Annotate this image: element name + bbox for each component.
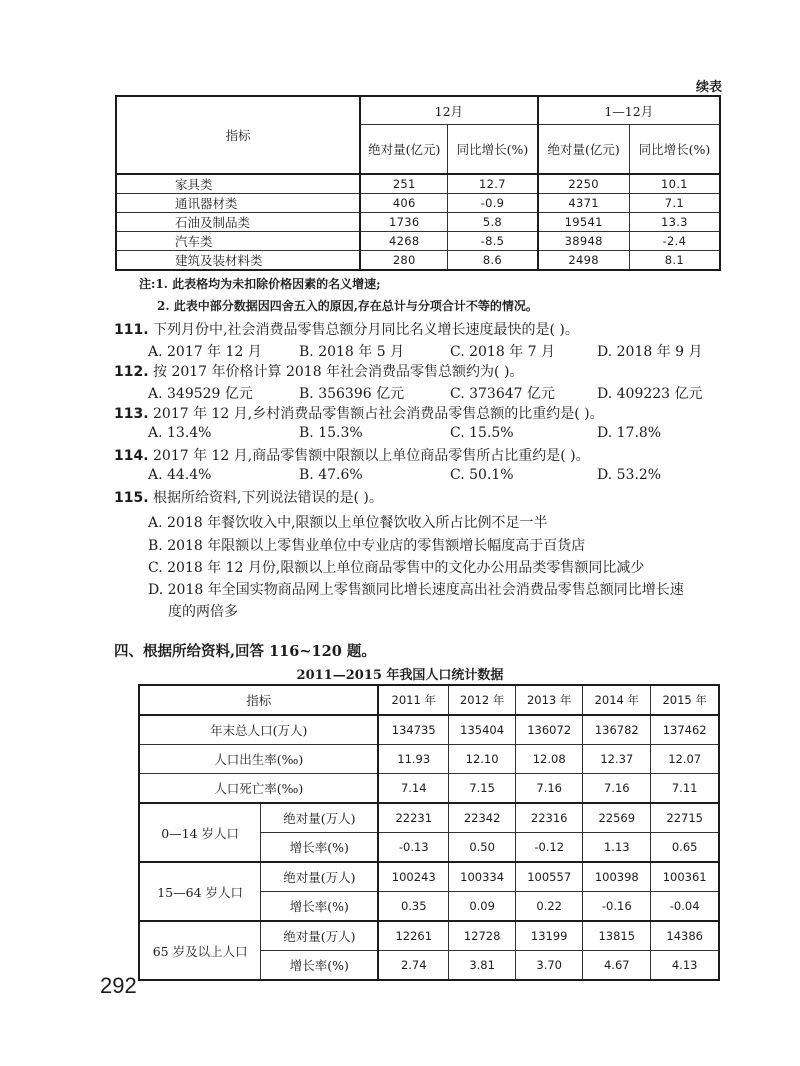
- dec-growth: 12.7: [448, 174, 538, 194]
- year-abs: 2498: [538, 251, 630, 271]
- cell-value: 0.09: [449, 892, 516, 922]
- cell-value: 3.81: [449, 951, 516, 981]
- cell-value: 100557: [516, 862, 583, 892]
- question-item: [114, 320, 579, 340]
- year-growth: -2.4: [629, 232, 720, 251]
- group-jan-dec-header: 1—12月: [538, 96, 720, 125]
- cell-value: 136782: [583, 715, 651, 745]
- category-name: 建筑及装材料类: [116, 251, 360, 271]
- question-item: [114, 446, 590, 466]
- category-name: 通讯器材类: [116, 194, 360, 213]
- answer-option: A. 2017 年 12 月: [148, 344, 262, 360]
- cell-value: 14386: [651, 921, 719, 951]
- cell-value: 22231: [378, 803, 448, 833]
- cell-value: 100398: [583, 862, 651, 892]
- cell-value: 13199: [516, 921, 583, 951]
- cell-value: 12.08: [516, 745, 583, 774]
- cell-value: 12.10: [449, 745, 516, 774]
- continued-label: 续表: [695, 80, 722, 95]
- sub-label: 增长率(%): [261, 951, 379, 981]
- year-header: 2011 年: [378, 685, 448, 715]
- cell-value: 22569: [583, 803, 651, 833]
- cell-value: 137462: [651, 715, 719, 745]
- note-2: 2. 此表中部分数据因四舍五入的原因,存在总计与分项合计不等的情况。: [157, 299, 538, 313]
- table-row: [139, 774, 719, 804]
- table-row: [139, 921, 719, 951]
- cell-value: 7.16: [516, 774, 583, 804]
- table-row: [139, 745, 719, 774]
- year-growth: 10.1: [629, 174, 720, 194]
- answer-option: A. 13.4%: [148, 425, 212, 441]
- group-label: 0—14 岁人口: [139, 803, 261, 862]
- option-115-c: C. 2018 年 12 月份,限额以上单位商品零售中的文化办公用品类零售额同比减少: [148, 560, 645, 576]
- answer-option: A. 349529 亿元: [148, 386, 253, 402]
- cell-value: -0.12: [516, 833, 583, 863]
- cell-value: 1.13: [583, 833, 651, 863]
- table-row: [116, 194, 720, 213]
- col-abs-dec: 绝对量(亿元): [360, 125, 448, 175]
- year-abs: 38948: [538, 232, 630, 251]
- cell-value: -0.16: [583, 892, 651, 922]
- cell-value: 7.14: [378, 774, 448, 804]
- table-row: [139, 715, 719, 745]
- question-number: 113.: [114, 406, 149, 422]
- cell-value: 11.93: [378, 745, 448, 774]
- answer-option: B. 15.3%: [299, 425, 363, 441]
- table-row: [116, 232, 720, 251]
- sub-label: 绝对量(万人): [261, 862, 379, 892]
- cell-value: 22316: [516, 803, 583, 833]
- year-header: 2015 年: [651, 685, 719, 715]
- question-115: [114, 488, 383, 508]
- year-growth: 7.1: [629, 194, 720, 213]
- cell-value: 22715: [651, 803, 719, 833]
- cell-value: 135404: [449, 715, 516, 745]
- row-label: 人口出生率(‰): [139, 745, 378, 774]
- group-december-header: 12月: [360, 96, 537, 125]
- retail-category-table: [115, 95, 721, 271]
- table-row: [116, 251, 720, 271]
- sub-label: 增长率(%): [261, 833, 379, 863]
- year-header: 2013 年: [516, 685, 583, 715]
- option-115-d: D. 2018 年全国实物商品网上零售额同比增长速度高出社会消费品零售总额同比增长速: [148, 582, 684, 598]
- page-number: 292: [100, 973, 137, 998]
- year-header: 2012 年: [449, 685, 516, 715]
- population-table: [138, 684, 720, 981]
- dec-growth: -0.9: [448, 194, 538, 213]
- year-abs: 4371: [538, 194, 630, 213]
- answer-option: B. 2018 年 5 月: [299, 344, 405, 360]
- cell-value: 12.37: [583, 745, 651, 774]
- table-row: [116, 213, 720, 232]
- dec-growth: 8.6: [448, 251, 538, 271]
- cell-value: 2.74: [378, 951, 448, 981]
- cell-value: 0.22: [516, 892, 583, 922]
- group-label: 15—64 岁人口: [139, 862, 261, 921]
- option-115-d-cont: 度的两倍多: [168, 604, 238, 620]
- cell-value: 100361: [651, 862, 719, 892]
- dec-abs: 1736: [360, 213, 448, 232]
- table-row: [116, 174, 720, 194]
- question-item: [114, 362, 523, 382]
- answer-option: A. 44.4%: [148, 467, 212, 483]
- cell-value: 7.16: [583, 774, 651, 804]
- cell-value: 7.11: [651, 774, 719, 804]
- sub-label: 增长率(%): [261, 892, 379, 922]
- cell-value: 100334: [449, 862, 516, 892]
- dec-abs: 280: [360, 251, 448, 271]
- answer-option: D. 17.8%: [597, 425, 662, 441]
- question-item: [114, 404, 604, 424]
- year-header: 2014 年: [583, 685, 651, 715]
- cell-value: 13815: [583, 921, 651, 951]
- answer-option: D. 2018 年 9 月: [597, 344, 703, 360]
- question-number: 111.: [114, 322, 149, 338]
- year-abs: 19541: [538, 213, 630, 232]
- cell-value: 0.35: [378, 892, 448, 922]
- option-115-b: B. 2018 年限额以上零售业单位中专业店的零售额增长幅度高于百货店: [148, 538, 586, 554]
- col-growth-year: 同比增长(%): [629, 125, 720, 175]
- row-label: 人口死亡率(‰): [139, 774, 378, 804]
- cell-value: 0.65: [651, 833, 719, 863]
- question-text: 根据所给资料,下列说法错误的是( )。: [153, 490, 383, 506]
- sub-label: 绝对量(万人): [261, 921, 379, 951]
- dec-growth: -8.5: [448, 232, 538, 251]
- dec-abs: 4268: [360, 232, 448, 251]
- question-number: 115.: [114, 490, 149, 506]
- cell-value: 22342: [449, 803, 516, 833]
- table-row: [139, 803, 719, 833]
- dec-abs: 406: [360, 194, 448, 213]
- answer-option: B. 47.6%: [299, 467, 363, 483]
- category-name: 汽车类: [116, 232, 360, 251]
- cell-value: -0.13: [378, 833, 448, 863]
- question-text: 2017 年 12 月,乡村消费品零售额占社会消费品零售总额的比重约是( )。: [153, 406, 604, 422]
- question-text: 下列月份中,社会消费品零售总额分月同比名义增长速度最快的是( )。: [153, 322, 579, 338]
- year-growth: 8.1: [629, 251, 720, 271]
- cell-value: 3.70: [516, 951, 583, 981]
- answer-option: C. 2018 年 7 月: [450, 344, 555, 360]
- cell-value: 134735: [378, 715, 448, 745]
- cell-value: 4.13: [651, 951, 719, 981]
- cell-value: 7.15: [449, 774, 516, 804]
- category-name: 石油及制品类: [116, 213, 360, 232]
- header-row: [139, 685, 719, 715]
- cell-value: 4.67: [583, 951, 651, 981]
- cell-value: -0.04: [651, 892, 719, 922]
- answer-option: C. 50.1%: [450, 467, 514, 483]
- question-text: 2017 年 12 月,商品零售额中限额以上单位商品零售所占比重约是( )。: [153, 448, 590, 464]
- year-abs: 2250: [538, 174, 630, 194]
- answer-option: C. 15.5%: [450, 425, 514, 441]
- year-growth: 13.3: [629, 213, 720, 232]
- row-label: 年末总人口(万人): [139, 715, 378, 745]
- note-1: 注:1. 此表格均为未扣除价格因素的名义增速;: [139, 277, 381, 291]
- section-heading: 四、根据所给资料,回答 116~120 题。: [114, 643, 376, 660]
- indicator-header: 指标: [139, 685, 378, 715]
- category-name: 家具类: [116, 174, 360, 194]
- dec-growth: 5.8: [448, 213, 538, 232]
- col-growth-dec: 同比增长(%): [448, 125, 538, 175]
- cell-value: 0.50: [449, 833, 516, 863]
- sub-label: 绝对量(万人): [261, 803, 379, 833]
- answer-option: C. 373647 亿元: [450, 386, 556, 402]
- table-row: [139, 862, 719, 892]
- question-text: 按 2017 年价格计算 2018 年社会消费品零售总额约为( )。: [153, 364, 524, 380]
- table-caption: 2011—2015 年我国人口统计数据: [296, 668, 504, 683]
- cell-value: 136072: [516, 715, 583, 745]
- answer-option: D. 53.2%: [597, 467, 662, 483]
- answer-option: B. 356396 亿元: [299, 386, 405, 402]
- answer-option: D. 409223 亿元: [597, 386, 703, 402]
- col-abs-year: 绝对量(亿元): [538, 125, 630, 175]
- cell-value: 12261: [378, 921, 448, 951]
- group-label: 65 岁及以上人口: [139, 921, 261, 980]
- indicator-header: 指标: [116, 96, 360, 174]
- dec-abs: 251: [360, 174, 448, 194]
- question-number: 112.: [114, 364, 149, 380]
- cell-value: 12.07: [651, 745, 719, 774]
- cell-value: 100243: [378, 862, 448, 892]
- cell-value: 12728: [449, 921, 516, 951]
- option-115-a: A. 2018 年餐饮收入中,限额以上单位餐饮收入所占比例不足一半: [148, 515, 548, 531]
- question-number: 114.: [114, 448, 149, 464]
